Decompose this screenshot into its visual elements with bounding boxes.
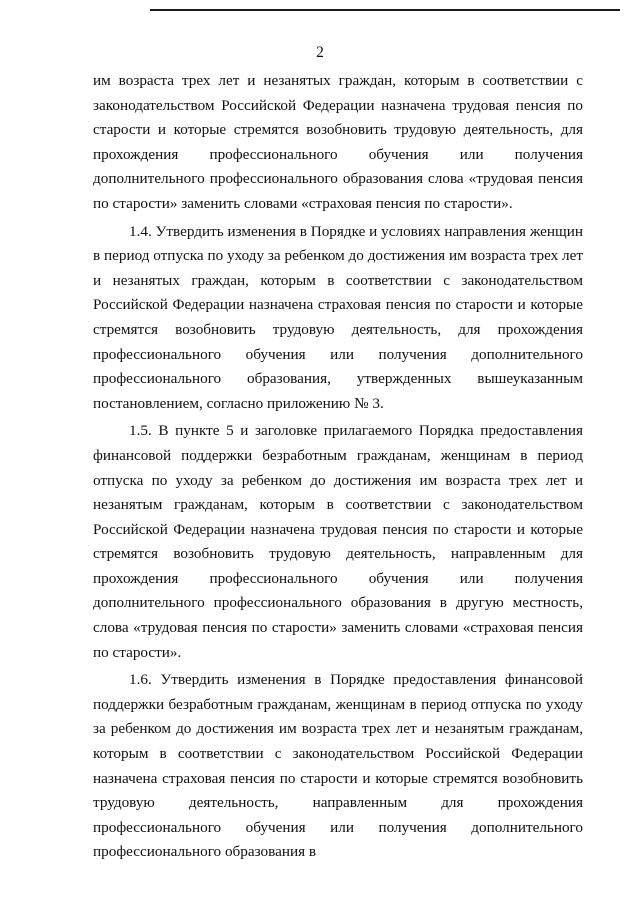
paragraph-item-1-5: 1.5. В пункте 5 и заголовке прилагаемого Порядка предоставления финансовой поддержки безработным гражданам, женщинам в период отпуска по уходу за ребенком до достижения им возраста трех лет и незанятым гражданам, которым в соответствии с законодательством Российской Федерации назначена трудовая пенсия по старости и которые стремятся возобновить трудовую деятельность, направленным для прохождения профессионального обучения или получения дополнительного профессионального образования в другую местность, слова «трудовая пенсия по старости» заменить словами «страховая пенсия по старости». bbox=[93, 422, 583, 661]
page-number: 2 bbox=[316, 44, 324, 61]
paragraph-item-1-4: 1.4. Утвердить изменения в Порядке и условиях направления женщин в период отпуска по уходу за ребенком до достижения им возраста трех лет и незанятых граждан, которым в соответствии с законодательством Российской Федерации назначена страховая пенсия по старости и которые стремятся возобновить трудовую деятельность, для прохождения профессионального обучения или получения дополнительного профессионального образования, утвержденных вышеуказанным постановлением, согласно приложению № 3. bbox=[93, 222, 583, 412]
top-rule bbox=[150, 9, 620, 11]
paragraph-continuation: им возраста трех лет и незанятых граждан, которым в соответствии с законодательством Российской Федерации назначена трудовая пенсия по старости и которые стремятся возобновить трудовую деятельность, для прохождения профессионального обучения или получения дополнительного профессионального образования слова «трудовая пенсия по старости» заменить словами «страховая пенсия по старости». bbox=[93, 72, 583, 212]
document-body bbox=[93, 69, 583, 865]
paragraph-item-1-6: 1.6. Утвердить изменения в Порядке предоставления финансовой поддержки безработным гражданам, женщинам в период отпуска по уходу за ребенком до достижения им возраста трех лет и незанятым гражданам, которым в соответствии с законодательством Российской Федерации назначена страховая пенсия по старости и которые стремятся возобновить трудовую деятельность, направленным для прохождения профессионального обучения или получения дополнительного профессионального образования в bbox=[93, 671, 583, 861]
